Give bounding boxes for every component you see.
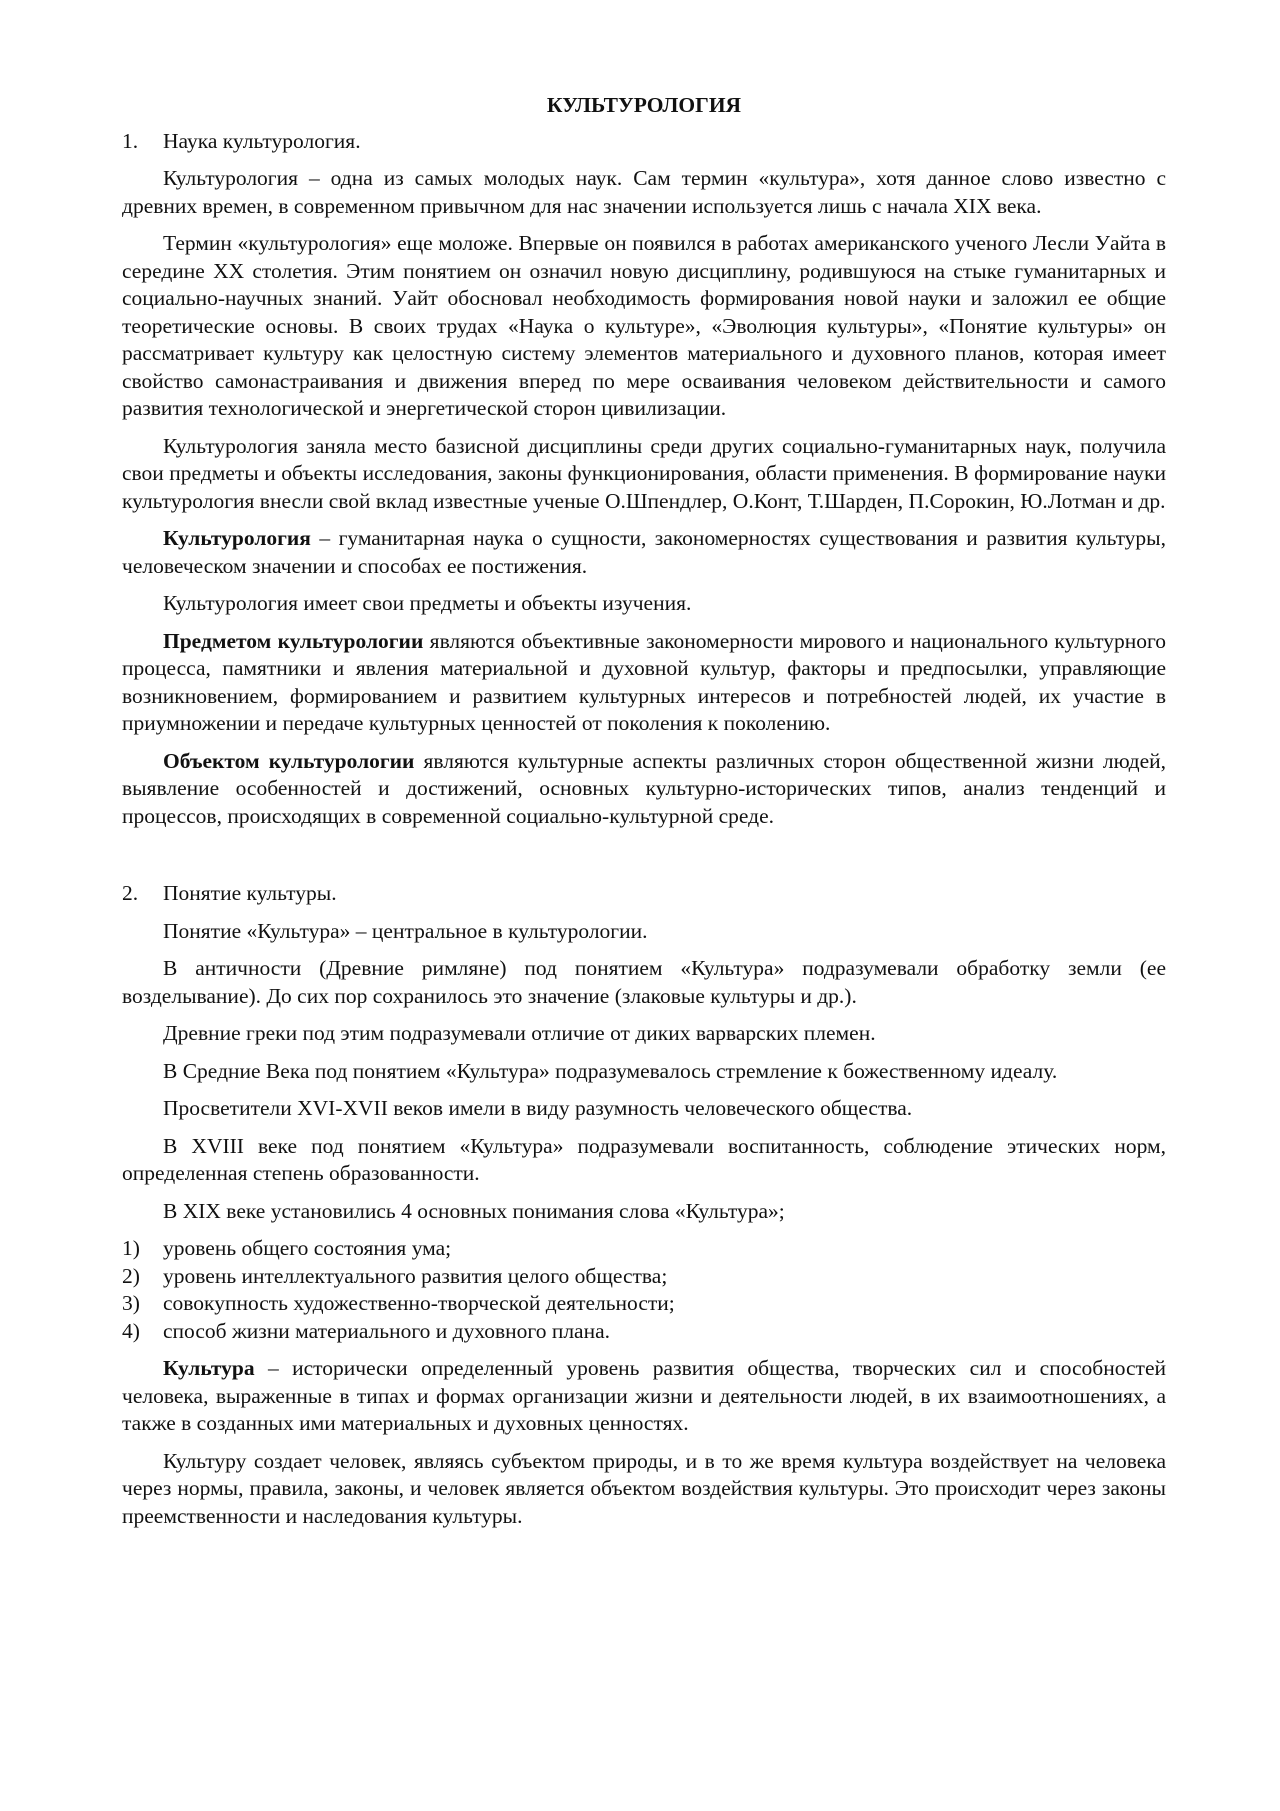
list-text: уровень интеллектуального развития целого общества;: [163, 1263, 668, 1288]
section-2-paragraph-9: Культуру создает человек, являясь субъектом природы, и в то же время культура воздействует на человека через нормы, правила, законы, и человек является объектом воздействия культуры. Это происходит через законы преемственности и наследования культуры.: [122, 1448, 1166, 1528]
section-1-paragraph-3: Культурология заняла место базисной дисциплины среди других социально-гуманитарных наук, получила свои предметы и объекты исследования, законы функционирования, области применения. В формирование науки культурология внесли свой вклад известные ученые О.Шпендлер, О.Конт, Т.Шарден, П.Сорокин, Ю.Лотман и др.: [122, 433, 1166, 513]
list-marker: 4): [122, 1318, 140, 1343]
section-2-number: 2.: [122, 881, 139, 905]
section-gap: [122, 840, 1166, 880]
section-2-paragraph-2: В античности (Древние римляне) под понятием «Культура» подразумевали обработку земли (ее возделывание). До сих пор сохранилось это значение (злаковые культуры и др.).: [122, 956, 1166, 1008]
term-subject: Предметом культурологии: [163, 628, 424, 653]
list-text: способ жизни материального и духовного плана.: [163, 1318, 611, 1343]
term-culture: Культура: [163, 1356, 255, 1380]
section-1-heading: [122, 128, 1166, 156]
culture-meanings-list: [122, 1235, 1166, 1345]
section-2-paragraph-8: [122, 1355, 1166, 1438]
list-item: [122, 1235, 1166, 1263]
list-marker: 1): [122, 1236, 140, 1260]
document-title: КУЛЬТУРОЛОГИЯ: [546, 93, 742, 117]
list-item: [122, 1290, 1166, 1318]
section-1-number: 1.: [122, 128, 139, 153]
section-2-paragraph-5: Просветители XVI-XVII веков имели в виду разумность человеческого общества.: [163, 1096, 913, 1120]
section-2-paragraph-7: В XIX веке установились 4 основных понимания слова «Культура»;: [163, 1198, 785, 1223]
term-object: Объектом культурологии: [163, 748, 415, 773]
section-2-paragraph-6: В XVIII веке под понятием «Культура» подразумевали воспитанность, соблюдение этических норм, определенная степень образованности.: [122, 1133, 1166, 1185]
definition-subject: являются объективные закономерности мирового и национального культурного процесса, памятники и явления материальной и духовной культур, факторы и предпосылки, управляющие возникновением, формированием и развитием культурных интересов и потребностей людей, их участие в приумножении и передаче культурных ценностей от поколения к поколению.: [122, 628, 1166, 735]
definition-culture: – исторически определенный уровень развития общества, творческих сил и способностей человека, выраженные в типах и формах организации жизни и деятельности людей, в их взаимоотношениях, а также в созданных ими материальных и духовных ценностях.: [122, 1356, 1166, 1435]
term-culturology: Культурология: [163, 526, 311, 550]
section-1-paragraph-6: [122, 628, 1166, 738]
document-page: [122, 92, 1166, 1540]
section-2-title: Понятие культуры.: [163, 881, 337, 905]
section-2-paragraph-1: Понятие «Культура» – центральное в культурологии.: [163, 918, 648, 943]
section-1-paragraph-7: [122, 748, 1166, 831]
list-item: [122, 1318, 1166, 1346]
section-2-paragraph-4: В Средние Века под понятием «Культура» подразумевалось стремление к божественному идеалу.: [163, 1058, 1058, 1083]
list-text: уровень общего состояния ума;: [163, 1236, 452, 1260]
section-1-paragraph-1: Культурология – одна из самых молодых наук. Сам термин «культура», хотя данное слово известно с древних времен, в современном привычном для нас значении используется лишь с начала XIX века.: [122, 166, 1166, 218]
list-item: [122, 1263, 1166, 1291]
section-1-paragraph-5: Культурология имеет свои предметы и объекты изучения.: [163, 591, 692, 615]
list-marker: 3): [122, 1291, 140, 1315]
section-2-paragraph-3: Древние греки под этим подразумевали отличие от диких варварских племен.: [163, 1021, 876, 1045]
definition-culturology: – гуманитарная наука о сущности, закономерностях существования и развития культуры, человеческом значении и способах ее постижения.: [122, 526, 1166, 578]
definition-object: являются культурные аспекты различных сторон общественной жизни людей, выявление особенностей и достижений, основных культурно-исторических типов, анализ тенденций и процессов, происходящих в современной социально-культурной среде.: [122, 748, 1166, 828]
section-1-paragraph-4: [122, 525, 1166, 580]
section-2-heading: [122, 880, 1166, 908]
list-text: совокупность художественно-творческой деятельности;: [163, 1291, 675, 1315]
section-1-title: Наука культурология.: [163, 128, 361, 153]
section-1-paragraph-2: Термин «культурология» еще моложе. Впервые он появился в работах американского ученого Лесли Уайта в середине XX столетия. Этим понятием он означил новую дисциплину, родившуюся на стыке гуманитарных и социально-научных знаний. Уайт обосновал необходимость формирования новой науки и заложил ее общие теоретические основы. В своих трудах «Наука о культуре», «Эволюция культуры», «Понятие культуры» он рассматривает культуру как целостную систему элементов материального и духовного планов, которая имеет свойство самонастраивания и движения вперед по мере осваивания человеком действительности и самого развития технологической и энергетической сторон цивилизации.: [122, 231, 1166, 420]
list-marker: 2): [122, 1263, 140, 1288]
